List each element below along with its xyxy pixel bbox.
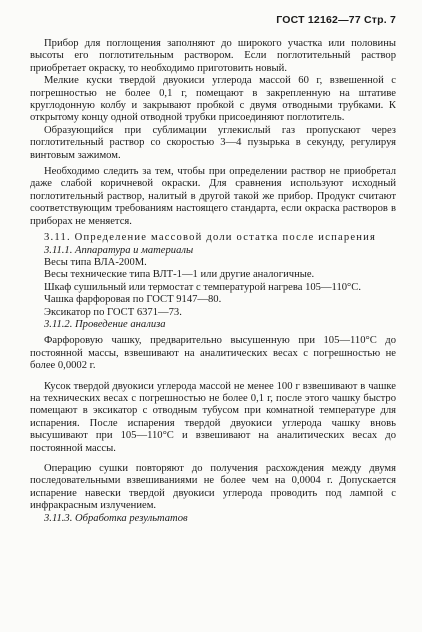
paragraph-absorber-filling: Прибор для поглощения заполняют до широкого участка или половины высоты его поглотительным раствором. Если поглотительный раствор приобретает окраску, то необходимо приготовить новый. [30,38,396,74]
paragraph-dish-preparation: Фарфоровую чашку, предварительно высушенную при 105—110°С до постоянной массы, взвешивают на аналитических весах с погрешностью не более 0,0002 г. [30,335,396,372]
paragraph-dry-ice-sample: Мелкие куски твердой двуокиси углерода массой 60 г, взвешенной с погрешностью не более 0,1 г, помещают в закрепленную на штативе круглодонную колбу и закрывают пробкой с двумя отводными трубками. К открытому концу одной отводной трубки присоединяют поглотитель. [30,75,396,124]
document-body [30,38,396,525]
paragraph-color-check: Необходимо следить за тем, чтобы при определении раствор не приобретал даже слабой коричневой окраски. Для сравнения используют исходный поглотительный раствор, налитый в другой такой же прибор. Продукт считают соответствующим требованиям настоящего стандарта, если окраска растворов в приборах не меняется. [30,166,396,227]
subsection-heading-3-11-1: 3.11.1. Аппаратура и материалы [44,244,194,256]
equipment-item-2: Весы технические типа ВЛТ-1—1 или другие аналогичные. [44,269,315,281]
paragraph-gas-flow: Образующийся при сублимации углекислый газ пропускают через поглотительный раствор со скоростью 3—4 пузырька в секунду, регулируя винтовым зажимом. [30,124,396,161]
paragraph-weighing-evaporation: Кусок твердой двуокиси углерода массой не менее 100 г взвешивают в чашке на технических весах с погрешностью не более 0,1 г, после этого чашку быстро помещают в эксикатор с отводным тубусом при комнатной температуре для испарения. После испарения твердой двуокиси углерода чашку вновь высушивают при 105—110°С и взвешивают на аналитических весах до постоянной массы. [30,380,396,454]
page-header: ГОСТ 12162—77 Стр. 7 [276,14,396,26]
subsection-heading-3-11-3: 3.11.3. Обработка результатов [44,512,188,524]
paragraph-drying-repeat: Операцию сушки повторяют до получения расхождения между двумя последовательными взвешиваниями не более чем на 0,0004 г. Допускается испарение навески твердой двуокиси углерода проводить под лампой с инфракрасным излучением. [30,463,396,512]
equipment-item-1: Весы типа ВЛА-200М. [44,256,147,268]
equipment-item-4: Чашка фарфоровая по ГОСТ 9147—80. [44,294,222,306]
equipment-item-5: Эксикатор по ГОСТ 6371—73. [44,306,182,318]
equipment-item-3: Шкаф сушильный или термостат с температурой нагрева 105—110°С. [44,281,362,293]
subsection-heading-3-11-2: 3.11.2. Проведение анализа [44,318,166,330]
section-heading-3-11: 3.11. Определение массовой доли остатка после испарения [44,232,377,244]
